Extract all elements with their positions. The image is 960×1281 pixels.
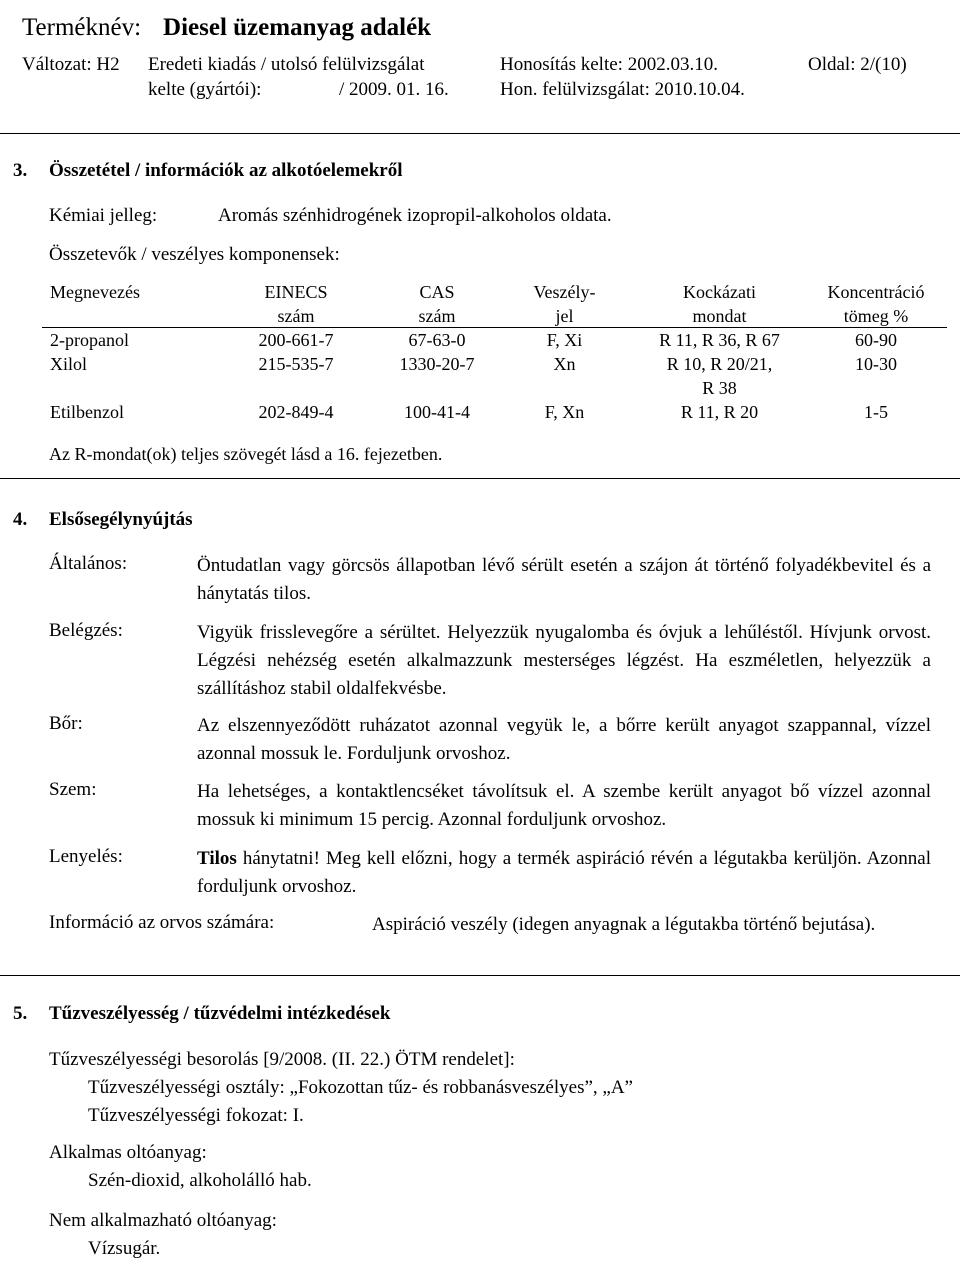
- ingestion-label: Lenyelés:: [49, 846, 123, 867]
- fire-level: Tűzveszélyességi fokozat: I.: [88, 1105, 304, 1126]
- chem-label: Kémiai jelleg:: [49, 205, 158, 226]
- fire-class: Tűzveszélyességi osztály: „Fokozottan tűz- és robbanásveszélyes”, „A”: [88, 1077, 633, 1098]
- product-title: [22, 12, 431, 45]
- inhalation-text: Vigyük frisslevegőre a sérültet. Helyezzük nyugalomba és óvjuk a lehűléstől. Hívjunk orvost. Légzési nehézség esetén alkalmazzunk mesterséges légzést. Ha eszméletlen, helyezzük a szállításhoz stabil oldalfekvésbe.: [197, 622, 931, 699]
- section5-number: 5.: [13, 1003, 28, 1024]
- section5-title: Tűzveszélyesség / tűzvédelmi intézkedések: [49, 1003, 391, 1024]
- doctor-text: Aspiráció veszély (idegen anyagnak a légutakba történő bejutása).: [372, 914, 876, 935]
- product-label: Terméknév:: [22, 14, 142, 41]
- chem-value: Aromás szénhidrogének izopropil-alkoholos oldata.: [218, 205, 612, 226]
- unsuitable-label: Nem alkalmazható oltóanyag:: [49, 1210, 277, 1231]
- skin-label: Bőr:: [49, 713, 83, 734]
- unsuitable-value: Vízsugár.: [88, 1238, 161, 1259]
- col-header-cas: CAS szám: [418, 282, 456, 326]
- ingestion-bold: Tilos: [197, 848, 237, 869]
- suitable-label: Alkalmas oltóanyag:: [49, 1142, 207, 1163]
- col-header-hazard: Veszély- jel: [533, 282, 596, 326]
- page-number: Oldal: 2/(10): [808, 54, 907, 75]
- section3-title: Összetétel / információk az alkotóelemekről: [49, 160, 403, 181]
- table-row: Etilbenzol 202-849-4 100-41-4 F, Xn R 11, R 20 1-5: [50, 402, 888, 422]
- col-header-name: Megnevezés: [50, 282, 140, 302]
- issue-label: Eredeti kiadás / utolsó felülvizsgálat: [148, 54, 425, 75]
- doctor-label: Információ az orvos számára:: [49, 912, 275, 933]
- col-header-einecs: EINECS szám: [264, 282, 328, 326]
- table-row: Xilol 215-535-7 1330-20-7 Xn R 10, R 20/21, R 38 10-30: [50, 354, 897, 398]
- fire-classification: Tűzveszélyességi besorolás [9/2008. (II. 22.) ÖTM rendelet]:: [49, 1049, 515, 1070]
- r-phrase-note: Az R-mondat(ok) teljes szövegét lásd a 16. fejezetben.: [49, 444, 443, 464]
- skin-text: Az elszennyeződött ruházatot azonnal vegyük le, a bőrre került anyagot szappannal, vízzel azonnal mossuk le. Forduljunk orvoshoz.: [197, 715, 931, 764]
- col-header-conc: Koncentráció tömeg %: [827, 282, 925, 326]
- issue-label-2: kelte (gyártói):: [148, 79, 262, 100]
- header-divider: [0, 133, 960, 134]
- issue-date: / 2009. 01. 16.: [339, 79, 449, 100]
- section3-number: 3.: [13, 160, 28, 181]
- general-text: Öntudatlan vagy görcsös állapotban lévő sérült esetén a szájon át történő folyadékbevitel és a hánytatás tilos.: [197, 555, 931, 604]
- version: Változat: H2: [22, 54, 120, 75]
- section3-divider: [0, 478, 960, 479]
- inhalation-label: Belégzés:: [49, 620, 123, 641]
- suitable-value: Szén-dioxid, alkoholálló hab.: [88, 1170, 312, 1191]
- components-label: Összetevők / veszélyes komponensek:: [49, 244, 340, 265]
- table-row: 2-propanol 200-661-7 67-63-0 F, Xi R 11, R 36, R 67 60-90: [50, 330, 897, 350]
- table-header-divider: [42, 327, 947, 328]
- ingestion-text: Tilos hánytatni! Meg kell előzni, hogy a termék aspiráció révén a légutakba kerüljön. Azonnal forduljunk orvoshoz.: [197, 848, 932, 897]
- col-header-risk: Kockázati mondat: [683, 282, 756, 326]
- eye-label: Szem:: [49, 779, 97, 800]
- table-header-row: [50, 280, 940, 328]
- composition-table: [50, 280, 940, 424]
- approval-date: Honosítás kelte: 2002.03.10.: [500, 54, 718, 75]
- section4-number: 4.: [13, 509, 28, 530]
- eye-text: Ha lehetséges, a kontaktlencséket távolítsuk el. A szembe került anyagot bő vízzel azonnal mossuk ki minimum 15 percig. Azonnal forduljunk orvoshoz.: [197, 781, 931, 830]
- review-date: Hon. felülvizsgálat: 2010.10.04.: [500, 79, 745, 100]
- product-name: Diesel üzemanyag adalék: [163, 14, 432, 41]
- section4-divider: [0, 975, 960, 976]
- general-label: Általános:: [49, 553, 128, 574]
- section4-title: Elsősegélynyújtás: [49, 509, 193, 530]
